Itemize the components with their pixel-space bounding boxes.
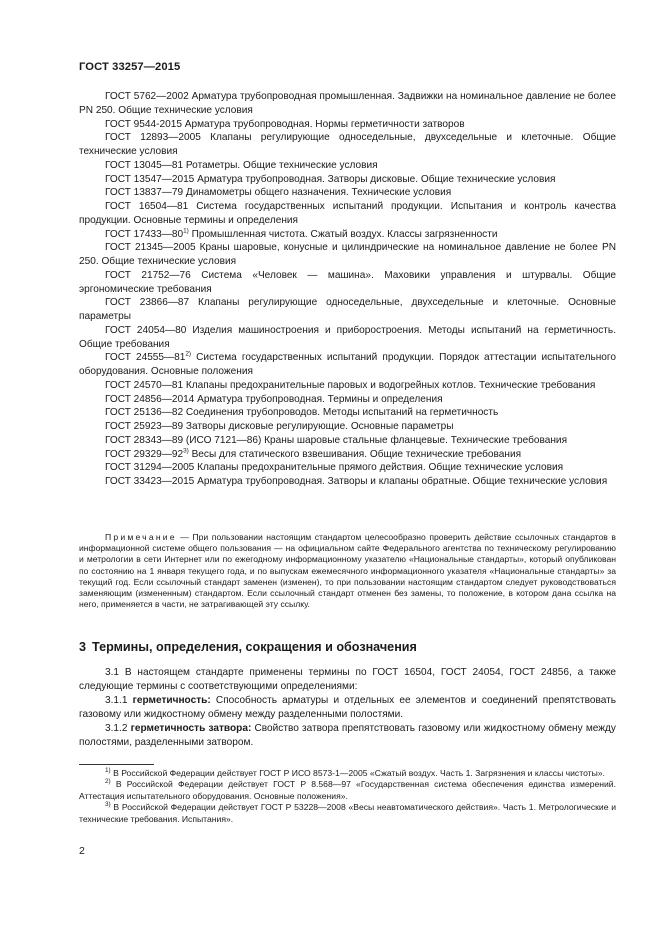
reference-title: Система государственных испытаний продукции. Испытания и контроль качества продукции. Основные термины и определения — [79, 201, 616, 226]
footnote-mark: 2) — [185, 350, 192, 358]
term-label: герметичность затвора: — [130, 722, 252, 734]
reference-code: ГОСТ 24054—80 — [105, 324, 187, 336]
reference-code: ГОСТ 21345—2005 — [105, 242, 196, 254]
reference-title: Клапаны регулирующие односедельные, двухседельные и клеточные. Общие технические условия — [79, 132, 616, 157]
reference-item — [79, 434, 616, 448]
note-text: — При пользовании настоящим стандартом целесообразно проверить действие ссылочных стандартов в информационной системе общего пользования — на официальном сайте Федерального агентства по техническому регулированию и метрологии в сети Интернет или по ежегодному информационному указателю «Национальные стандарты», который опубликован по состоянию на 1 января текущего года, и по выпускам ежемесячного информационного указателя «Национальные стандарты» за текущий год. Если ссылочный стандарт заменен (изменен), то при пользовании настоящим стандартом следует руководствоваться заменяющим (измененным) стандартом. Если ссылочный стандарт отменен без замены, то положение, в котором дана ссылка на него, применяется в части, не затрагивающей эту ссылку. — [79, 532, 616, 610]
footnote-mark: 2) — [105, 778, 111, 786]
note-label: Примечание — [105, 532, 177, 542]
reference-item — [79, 200, 616, 228]
reference-item — [79, 131, 616, 159]
footnote-mark: 3) — [105, 801, 111, 809]
reference-item — [79, 393, 616, 407]
footnotes — [79, 768, 616, 825]
reference-code: ГОСТ 25136—82 — [105, 407, 184, 419]
reference-item — [79, 241, 616, 269]
reference-code: ГОСТ 12893—2005 — [105, 132, 201, 144]
paragraph-3-1: 3.1 В настоящем стандарте применены термины по ГОСТ 16504, ГОСТ 24054, ГОСТ 24856, а также следующие термины с соответствующими определениями: — [79, 667, 616, 692]
reference-item — [79, 186, 616, 200]
footnote-item — [79, 802, 616, 825]
reference-code: ГОСТ 13837—79 — [105, 187, 184, 199]
reference-title: Краны шаровые, конусные и цилиндрические на номинальное давление не более PN 250. Общие технические условия — [79, 242, 616, 267]
reference-title: Ротаметры. Общие технические условия — [183, 159, 378, 171]
reference-item — [79, 324, 616, 352]
clause-number: 3.1.2 — [105, 722, 131, 734]
note-block — [79, 532, 616, 610]
term-label: герметичность: — [132, 694, 211, 706]
reference-code: ГОСТ 16504—81 — [105, 201, 189, 212]
reference-code: ГОСТ 17433—80 — [105, 228, 184, 240]
normative-references-list — [79, 90, 616, 489]
reference-title: Соединения трубопроводов. Методы испытаний на герметичность — [183, 407, 499, 419]
reference-item — [79, 475, 616, 489]
reference-code: ГОСТ 29329—92 — [105, 448, 184, 460]
reference-code: ГОСТ 24856—2014 — [105, 393, 195, 405]
section-title — [79, 640, 417, 654]
reference-code: ГОСТ 21752—76 — [105, 269, 191, 281]
footnote-mark: 3) — [183, 447, 189, 455]
reference-title: Арматура трубопроводная. Затворы дисковые. Общие технические условия — [194, 173, 556, 185]
footnote-text: В Российской Федерации действует ГОСТ Р ИСО 8573-1—2005 «Сжатый воздух. Часть 1. Загрязнения и классы чистоты». — [110, 768, 605, 778]
document-header: ГОСТ 33257—2015 — [79, 61, 181, 73]
reference-title: Арматура трубопроводная. Затворы и клапаны обратные. Общие технические условия — [194, 476, 608, 487]
reference-code: ГОСТ 28343—89 — [105, 434, 184, 446]
reference-item — [79, 228, 616, 242]
reference-title: Система государственных испытаний продукции. Порядок аттестации испытательного оборудования. Основные положения — [79, 352, 616, 377]
footnote-text: В Российской Федерации действует ГОСТ Р 53228—2008 «Весы неавтоматического действия». Часть 1. Метрологические и технические требования. Испытания». — [79, 802, 616, 824]
reference-title: Клапаны регулирующие односедельные, двухседельные и клеточные. Основные параметры — [79, 297, 616, 322]
footnote-text: В Российской Федерации действует ГОСТ Р 8.568—97 «Государственная система обеспечения единства измерений. Аттестация испытательного оборудования. Основные положения». — [79, 779, 616, 801]
section-body — [79, 666, 616, 749]
footnote-divider — [79, 764, 154, 765]
reference-code: ГОСТ 33423—2015 — [105, 476, 195, 487]
reference-item — [79, 173, 616, 187]
reference-title: Система «Человек — машина». Маховики управления и штурвалы. Общие эргономические требования — [79, 269, 616, 295]
section-title-text: Термины, определения, сокращения и обозначения — [92, 640, 417, 654]
reference-code: ГОСТ 24555—81 — [105, 352, 186, 364]
reference-code: ГОСТ 5762—2002 — [105, 91, 189, 102]
paragraph-3-1-2 — [79, 722, 616, 750]
footnote-item — [79, 768, 616, 779]
reference-code: ГОСТ 13045—81 — [105, 159, 184, 171]
reference-title: Арматура трубопроводная. Нормы герметичности затворов — [181, 118, 465, 130]
reference-item — [79, 420, 616, 434]
reference-item — [79, 159, 616, 173]
section-number: 3 — [79, 640, 87, 654]
reference-title: (ИСО 7121—86) Краны шаровые стальные фланцевые. Технические требования — [183, 434, 568, 446]
term-definition: Способность арматуры и отдельных ее элементов и соединений препятствовать газовому или жидкостному обмену между разделенными полостями. — [79, 694, 616, 720]
reference-item — [79, 461, 616, 475]
term-definition: Свойство затвора препятствовать газовому или жидкостному обмену между полостями, разделенными затвором. — [79, 722, 616, 748]
reference-title: Изделия машиностроения и приборостроения. Методы испытаний на герметичность. Общие требования — [79, 324, 616, 350]
reference-code: ГОСТ 13547—2015 — [105, 173, 195, 185]
reference-code: ГОСТ 9544-2015 — [105, 118, 182, 130]
footnote-mark: 1) — [183, 227, 189, 235]
reference-item — [79, 448, 616, 462]
reference-title: Арматура трубопроводная. Термины и определения — [194, 393, 443, 405]
reference-item — [79, 296, 616, 324]
reference-item — [79, 351, 616, 379]
reference-title: Арматура трубопроводная промышленная. Задвижки на номинальное давление не более PN 250. Общие технические условия — [79, 91, 616, 116]
footnote-mark: 1) — [105, 767, 111, 775]
reference-title: Клапаны предохранительные прямого действия. Общие технические условия — [194, 462, 564, 474]
reference-item — [79, 118, 616, 132]
reference-title: Клапаны предохранительные паровых и водогрейных котлов. Технические требования — [183, 379, 596, 391]
reference-code: ГОСТ 23866—87 — [105, 297, 190, 309]
reference-code: ГОСТ 31294—2005 — [105, 462, 195, 474]
reference-item — [79, 406, 616, 420]
reference-title: Весы для статического взвешивания. Общие технические требования — [188, 448, 522, 460]
paragraph-3-1-1 — [79, 694, 616, 722]
reference-title: Затворы дисковые регулирующие. Основные параметры — [183, 421, 454, 432]
reference-item — [79, 90, 616, 118]
reference-item — [79, 379, 616, 393]
footnote-item — [79, 779, 616, 802]
reference-title: Промышленная чистота. Сжатый воздух. Классы загрязненности — [188, 228, 498, 240]
reference-code: ГОСТ 25923—89 — [105, 421, 184, 432]
reference-item — [79, 269, 616, 297]
clause-number: 3.1.1 — [105, 694, 133, 706]
page-number: 2 — [79, 845, 85, 857]
reference-code: ГОСТ 24570—81 — [105, 379, 184, 391]
reference-title: Динамометры общего назначения. Технические условия — [183, 187, 452, 199]
